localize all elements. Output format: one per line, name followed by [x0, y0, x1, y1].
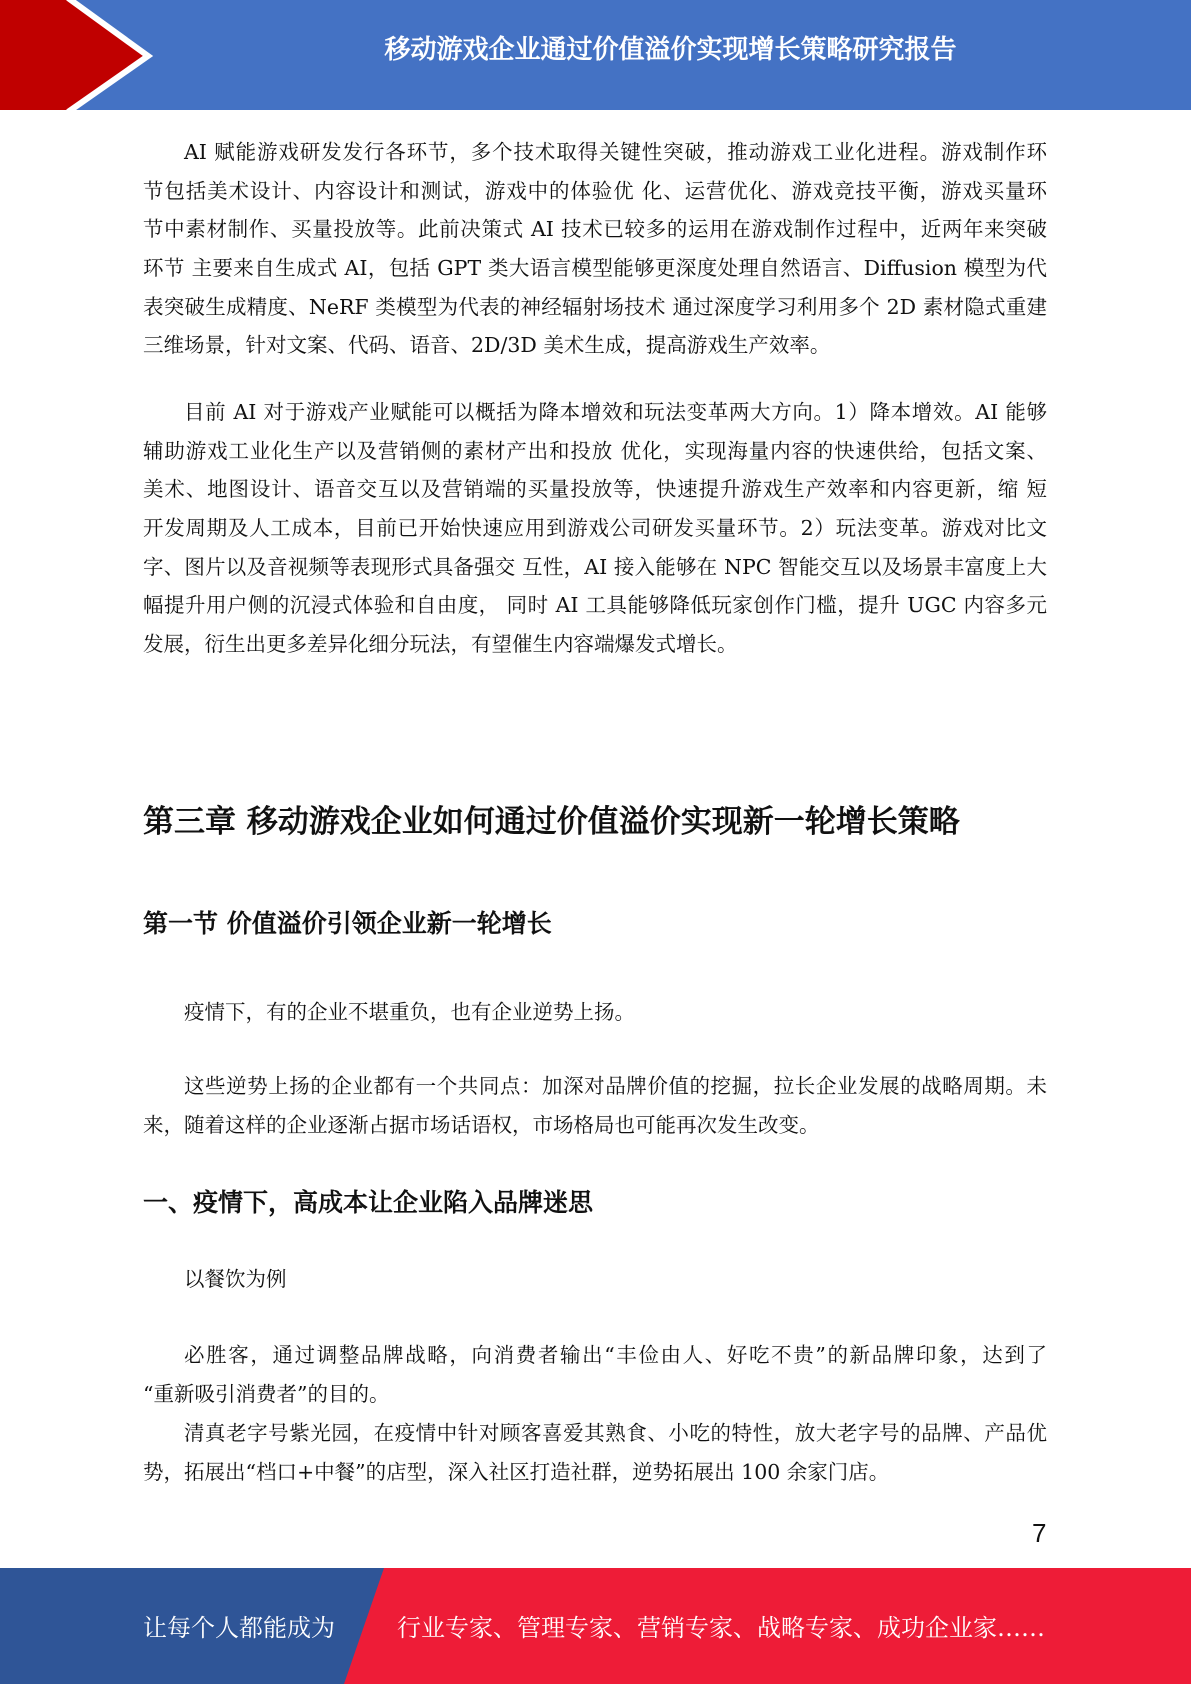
- text-line: 疫情下，有的企业不堪重负，也有企业逆势上扬。: [184, 1000, 635, 1024]
- text-line: 以餐饮为例: [184, 1267, 287, 1291]
- paragraph-ai-directions: [143, 393, 1047, 664]
- footer-slogan-right: 行业专家、管理专家、营销专家、战略专家、成功企业家……: [397, 1614, 1045, 1642]
- text-line: 表突破生成精度、NeRF 类模型为代表的神经辐射场技术 通过深度学习利用多个 2D 素材隐式重建: [143, 294, 1047, 319]
- text-line: 这些逆势上扬的企业都有一个共同点：加深对品牌价值的挖掘，拉长企业发展的战略周期。未: [184, 1074, 1047, 1098]
- text-line: 辅助游戏工业化生产以及营销侧的素材产出和投放 优化，实现海量内容的快速供给，包括文案、: [143, 438, 1047, 463]
- text-line: 清真老字号紫光园，在疫情中针对顾客喜爱其熟食、小吃的特性，放大老字号的品牌、产品优: [184, 1421, 1047, 1445]
- text-line: 三维场景，针对文案、代码、语音、2D/3D 美术生成，提高游戏生产效率。: [143, 333, 831, 358]
- paragraph-common-point: [143, 1067, 1047, 1144]
- paragraph-pizza-hut: [143, 1336, 1047, 1413]
- section-heading: 第一节 价值溢价引领企业新一轮增长: [143, 909, 552, 938]
- page-number: 7: [1032, 1518, 1047, 1548]
- report-title: 移动游戏企业通过价值溢价实现增长策略研究报告: [384, 35, 957, 65]
- text-line: 环节 主要来自生成式 AI，包括 GPT 类大语言模型能够更深度处理自然语言、Diffusion 模型为代: [143, 256, 1047, 281]
- footer-slogan-left: 让每个人都能成为: [143, 1614, 335, 1642]
- paragraph-ziguangyuan: [143, 1414, 1047, 1491]
- text-line: 美术、地图设计、语音交互以及营销端的买量投放等，快速提升游戏生产效率和内容更新，缩 短: [143, 477, 1047, 502]
- chapter-heading: 第三章 移动游戏企业如何通过价值溢价实现新一轮增长策略: [143, 804, 960, 840]
- subsection-heading: 一、疫情下，高成本让企业陷入品牌迷思: [143, 1188, 594, 1217]
- text-line: 必胜客，通过调整品牌战略，向消费者输出“丰俭由人、好吃不贵”的新品牌印象，达到了: [184, 1343, 1047, 1367]
- paragraph-example: [143, 1260, 1047, 1299]
- paragraph-ai-empowerment: [143, 133, 1047, 365]
- text-line: 节中素材制作、买量投放等。此前决策式 AI 技术已较多的运用在游戏制作过程中，近两年来突破: [143, 217, 1047, 242]
- text-line: 发展，衍生出更多差异化细分玩法，有望催生内容端爆发式增长。: [143, 632, 738, 657]
- text-line: “重新吸引消费者”的目的。: [143, 1381, 390, 1406]
- text-line: 来，随着这样的企业逐渐占据市场话语权，市场格局也可能再次发生改变。: [143, 1112, 820, 1137]
- text-line: AI 赋能游戏研发发行各环节，多个技术取得关键性突破，推动游戏工业化进程。游戏制作环: [184, 140, 1047, 164]
- text-line: 开发周期及人工成本，目前已开始快速应用到游戏公司研发买量环节。2）玩法变革。游戏对比文: [143, 516, 1047, 541]
- paragraph-pandemic: [143, 993, 1047, 1032]
- page-footer: [0, 1568, 1191, 1684]
- text-line: 幅提升用户侧的沉浸式体验和自由度， 同时 AI 工具能够降低玩家创作门槛，提升 UGC 内容多元: [143, 593, 1047, 618]
- text-line: 势，拓展出“档口+中餐”的店型，深入社区打造社群，逆势拓展出 100 余家门店。: [143, 1459, 890, 1484]
- page-header: [0, 0, 1191, 110]
- text-line: 节包括美术设计、内容设计和测试，游戏中的体验优 化、运营优化、游戏竞技平衡，游戏买量环: [143, 178, 1047, 203]
- text-line: 目前 AI 对于游戏产业赋能可以概括为降本增效和玩法变革两大方向。1）降本增效。AI 能够: [184, 400, 1047, 424]
- text-line: 字、图片以及音视频等表现形式具备强交 互性，AI 接入能够在 NPC 智能交互以及场景丰富度上大: [143, 554, 1047, 579]
